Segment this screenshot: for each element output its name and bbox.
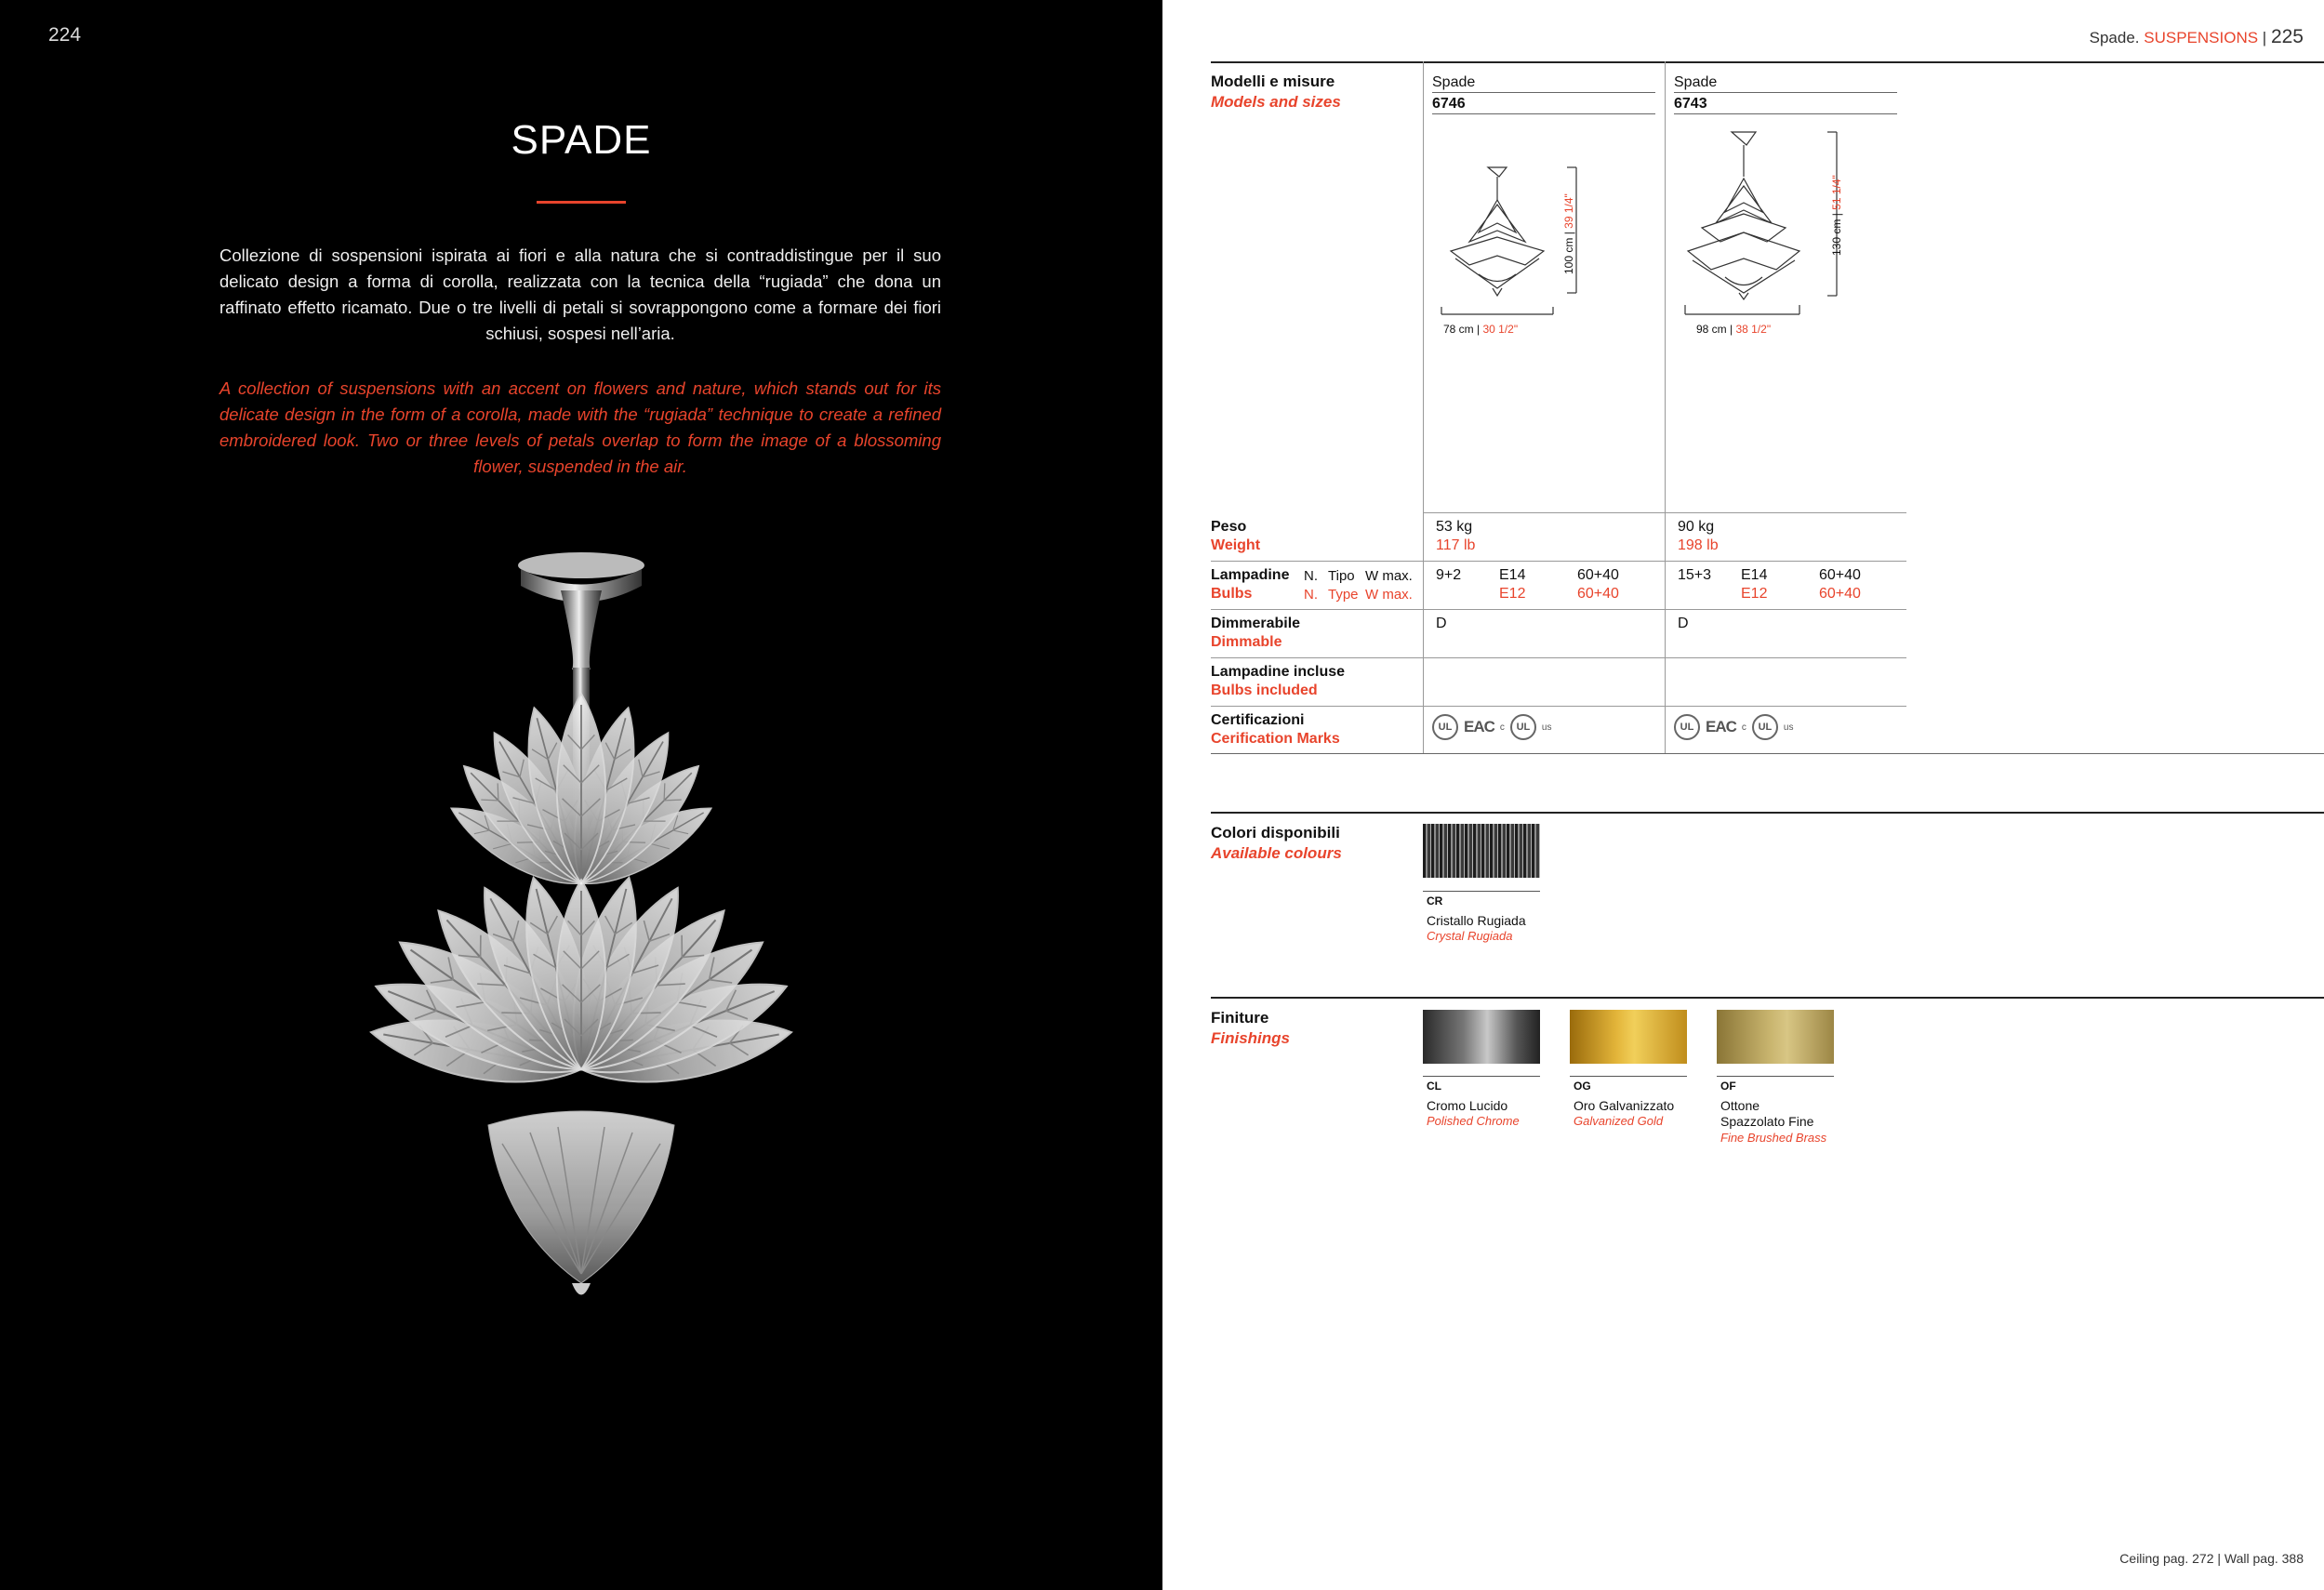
models-label-en: Models and sizes — [1211, 93, 1341, 111]
model-1-bulbs-n: 9+2 — [1436, 567, 1462, 583]
model-2-weight-lb: 198 lb — [1678, 537, 1719, 553]
dimmable-label-en: Dimmable — [1211, 634, 1282, 650]
included-label-en: Bulbs included — [1211, 682, 1318, 698]
row-rule-bulbs — [1211, 561, 1906, 562]
dimmable-label-it: Dimmerabile — [1211, 616, 1301, 631]
colours-label-en: Available colours — [1211, 844, 1342, 862]
cul-c-label: c — [1741, 722, 1746, 733]
bulbs-wmax-it: W max. — [1365, 568, 1413, 584]
model-1-dimmable: D — [1436, 616, 1447, 631]
header-separator: | — [2262, 29, 2267, 46]
included-label-it: Lampadine incluse — [1211, 664, 1346, 680]
finish-name-en-cl: Polished Chrome — [1427, 1114, 1520, 1128]
finish-name-it-cl: Cromo Lucido — [1427, 1098, 1508, 1113]
finishings-rule — [1211, 997, 2324, 999]
bulbs-wmax-en: W max. — [1365, 587, 1413, 603]
header-category: SUSPENSIONS — [2144, 29, 2259, 46]
models-label-it: Modelli e misure — [1211, 73, 1335, 90]
finishings-label-it: Finiture — [1211, 1009, 1269, 1027]
model-1-height-cm: 100 cm — [1562, 237, 1575, 274]
model-2-height-cm: 130 cm — [1830, 219, 1843, 256]
model-1-weight-lb: 117 lb — [1436, 537, 1476, 553]
bulbs-label-en: Bulbs — [1211, 586, 1253, 602]
cert-label-en: Cerification Marks — [1211, 731, 1340, 747]
model-2-bulbs-n: 15+3 — [1678, 567, 1712, 583]
model-1-bulbs-w: 60+40 — [1577, 567, 1619, 583]
swatch-cl-rule — [1423, 1076, 1540, 1077]
weight-label-en: Weight — [1211, 537, 1261, 553]
page-number-right: 225 — [2270, 26, 2304, 47]
finish-name-it-og: Oro Galvanizzato — [1574, 1098, 1675, 1113]
description-english: A collection of suspensions with an accent on flowers and nature, which stands out for its delicate design in the form of a corolla, made with the “rugiada” technique to create a refined embroidered look. Two or three levels of petals overlap to form the image of a blossoming flower, suspended in the air. — [219, 378, 941, 476]
model-1-name-rule — [1432, 92, 1655, 93]
cul-c-label: c — [1499, 722, 1505, 733]
eac-mark-icon: EAC — [1706, 718, 1736, 735]
model-1-height-in: 39 1/4" — [1562, 193, 1575, 229]
model-1-code-rule — [1432, 113, 1655, 114]
page-header — [2090, 26, 2304, 48]
row-rule-cert — [1211, 706, 1906, 707]
eac-mark-icon: EAC — [1464, 718, 1494, 735]
model-2-bulbs-w: 60+40 — [1819, 567, 1861, 583]
model-2-code-rule — [1674, 113, 1897, 114]
colours-rule — [1211, 812, 2324, 814]
swatch-polished-chrome — [1423, 1010, 1540, 1064]
model-1-bulbs-type: E14 — [1499, 567, 1526, 583]
colours-label-it: Colori disponibili — [1211, 824, 1340, 841]
model-1-bulbs-w-us: 60+40 — [1577, 586, 1619, 602]
model-1-diagram — [1432, 149, 1618, 335]
title-underline — [537, 201, 626, 204]
model-1-width-in: 30 1/2" — [1482, 323, 1519, 336]
row-rule-dimmable — [1211, 609, 1906, 610]
model-1-height: 100 cm | 39 1/4" — [1562, 193, 1575, 274]
model-2-width-cm: 98 cm — [1696, 323, 1727, 336]
model-2-code: 6743 — [1674, 96, 1707, 112]
chandelier-photo — [205, 549, 958, 1488]
swatch-galvanized-gold — [1570, 1010, 1687, 1064]
table-bottom-rule — [1211, 753, 2324, 754]
finishings-label-en: Finishings — [1211, 1029, 1290, 1047]
page-number-left: 224 — [48, 24, 82, 46]
model-2-height: 130 cm | 51 1/4" — [1830, 175, 1843, 256]
model-2-bulbs-w-us: 60+40 — [1819, 586, 1861, 602]
model-2-height-in: 51 1/4" — [1830, 175, 1843, 210]
cul-us-label: us — [1541, 722, 1552, 733]
footer-ceiling-ref[interactable]: Ceiling pag. 272 — [2119, 1551, 2214, 1566]
model-2-bulbs-type: E14 — [1741, 567, 1768, 583]
swatch-crystal-rugiada — [1423, 824, 1540, 878]
bulbs-type-en: Type — [1328, 587, 1359, 603]
model-2-bulbs-type-us: E12 — [1741, 586, 1768, 602]
bulbs-type-it: Tipo — [1328, 568, 1355, 584]
model-1-name: Spade — [1432, 74, 1476, 90]
model-1-weight-kg: 53 kg — [1436, 519, 1473, 535]
finish-code-of: OF — [1720, 1080, 1736, 1093]
model-2-diagram — [1674, 121, 1879, 325]
ul-mark-icon: UL — [1432, 714, 1458, 740]
ul-mark-icon: UL — [1674, 714, 1700, 740]
model-2-cert-marks — [1674, 714, 1793, 740]
column-divider-1 — [1423, 61, 1424, 753]
model-1-width-cm: 78 cm — [1443, 323, 1474, 336]
footer-wall-ref[interactable]: Wall pag. 388 — [2224, 1551, 2304, 1566]
bulbs-n-en: N. — [1304, 587, 1318, 603]
page-footer — [2119, 1551, 2304, 1566]
finish-name-en-og: Galvanized Gold — [1574, 1114, 1664, 1128]
model-2-width: 98 cm | 38 1/2" — [1696, 323, 1772, 336]
cul-us-label: us — [1783, 722, 1794, 733]
cert-label-it: Certificazioni — [1211, 712, 1305, 728]
weight-label-it: Peso — [1211, 519, 1247, 535]
cul-mark-icon: UL — [1752, 714, 1778, 740]
model-1-width: 78 cm | 30 1/2" — [1443, 323, 1519, 336]
finish-name-en-of: Fine Brushed Brass — [1720, 1131, 1827, 1145]
bulbs-n-it: N. — [1304, 568, 1318, 584]
header-collection: Spade. — [2089, 29, 2140, 46]
model-2-name-rule — [1674, 92, 1897, 93]
row-rule-weight — [1423, 512, 1906, 513]
model-2-weight-kg: 90 kg — [1678, 519, 1715, 535]
finish-name-it-of: Ottone Spazzolato Fine — [1720, 1098, 1814, 1129]
description-italian: Collezione di sospensioni ispirata ai fiori e alla natura che si contraddistingue per il suo delicato design a forma di corolla, realizzata con la tecnica della “rugiada” che dona un raffinato effetto ricamato. Due o tre livelli di petali si sovrappongono come a formare dei fiori schiusi, sospesi nell’aria. — [219, 245, 941, 343]
swatch-fine-brushed-brass — [1717, 1010, 1834, 1064]
model-1-cert-marks — [1432, 714, 1551, 740]
model-2-width-in: 38 1/2" — [1735, 323, 1772, 336]
swatch-og-rule — [1570, 1076, 1687, 1077]
swatch-cr-rule — [1423, 891, 1540, 892]
colour-name-en-cr: Crystal Rugiada — [1427, 929, 1513, 943]
model-2-name: Spade — [1674, 74, 1718, 90]
column-divider-2 — [1665, 61, 1666, 753]
finish-code-cl: CL — [1427, 1080, 1441, 1093]
page-title: SPADE — [511, 117, 652, 163]
footer-separator: | — [2217, 1551, 2222, 1566]
model-2-dimmable: D — [1678, 616, 1689, 631]
finish-code-og: OG — [1574, 1080, 1591, 1093]
swatch-of-rule — [1717, 1076, 1834, 1077]
row-rule-included — [1211, 657, 1906, 658]
model-1-bulbs-type-us: E12 — [1499, 586, 1526, 602]
colour-name-it-cr: Cristallo Rugiada — [1427, 913, 1526, 928]
model-1-code: 6746 — [1432, 96, 1466, 112]
right-page — [1162, 0, 2324, 1590]
colour-code-cr: CR — [1427, 894, 1443, 908]
top-rule — [1211, 61, 2324, 63]
bulbs-label-it: Lampadine — [1211, 567, 1290, 583]
cul-mark-icon: UL — [1510, 714, 1536, 740]
